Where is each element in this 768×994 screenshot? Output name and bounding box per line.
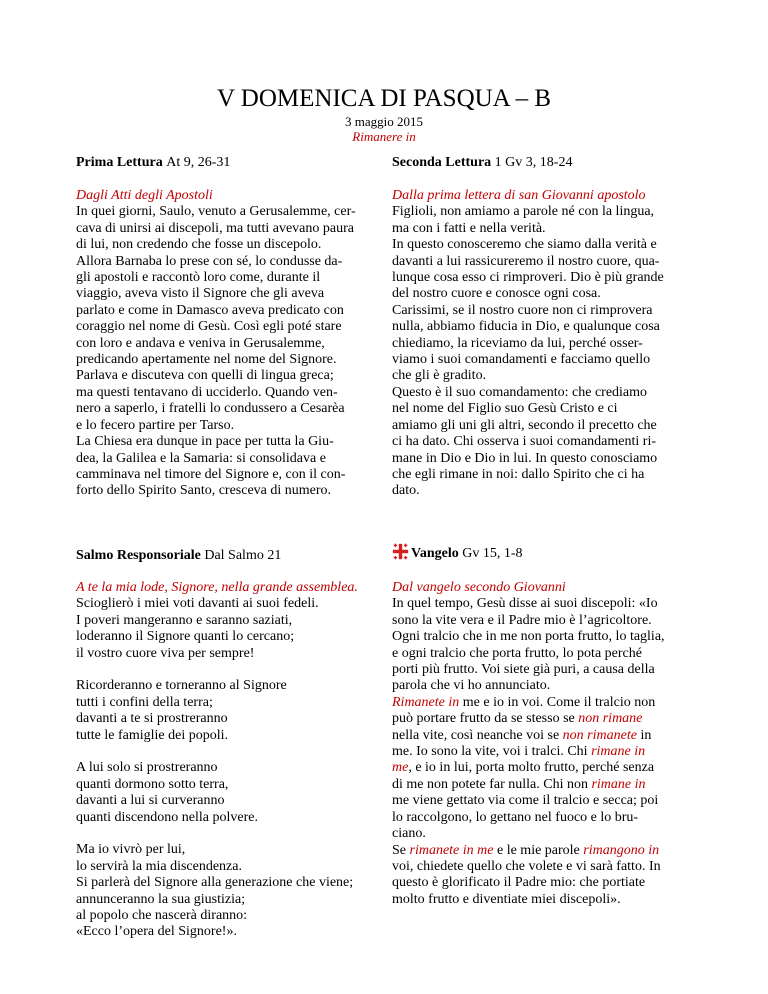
psalm-reference: Dal Salmo 21 — [204, 548, 282, 563]
text-line: di lui, non credendo che fosse un discepolo. — [76, 237, 322, 253]
text-line: con loro e andava e veniva in Gerusalemme, — [76, 335, 325, 351]
second-reading-reference: 1 Gv 3, 18-24 — [494, 155, 573, 170]
psalm-line: il vostro cuore viva per sempre! — [76, 645, 255, 661]
first-reading-heading — [76, 155, 376, 171]
first-reading — [76, 188, 376, 500]
emphasis: non rimanete — [562, 727, 637, 743]
text-line: forto dello Spirito Santo, cresceva di numero. — [76, 483, 332, 499]
emphasis: rimangono in — [583, 842, 660, 858]
text-span: nella vite, così neanche voi se — [392, 727, 563, 743]
text-line — [392, 744, 700, 760]
psalm-line: davanti a te si prostreranno — [76, 711, 228, 727]
text-line: Questo è il suo comandamento: che crediamo — [392, 384, 648, 400]
psalm-line: tutti i confini della terra; — [76, 694, 213, 710]
text-span: in — [636, 727, 652, 743]
jerusalem-cross-icon — [392, 543, 409, 560]
text-line: voi, chiedete quello che volete e vi sarà fatto. In — [392, 858, 661, 874]
psalm-heading — [76, 548, 376, 564]
first-reading-source: Dagli Atti degli Apostoli — [76, 188, 213, 203]
psalm-line: A lui solo si prostreranno — [76, 760, 218, 776]
psalm-line: davanti a lui si curveranno — [76, 793, 225, 809]
psalm-line: Si parlerà del Signore alla generazione che viene; — [76, 875, 354, 891]
emphasis: non rimane — [578, 711, 643, 727]
psalm-line: Ricorderanno e torneranno al Signore — [76, 678, 287, 694]
text-line: lunque cosa esso ci rimproveri. Dio è più grande — [392, 270, 664, 286]
text-line: Figlioli, non amiamo a parole né con la lingua, — [392, 204, 655, 220]
psalm-line: al popolo che nascerà diranno: — [76, 908, 248, 924]
first-reading-reference: At 9, 26-31 — [166, 155, 231, 170]
text-line: gli apostoli e raccontò loro come, durante il — [76, 270, 321, 286]
text-line: davanti a lui rassicureremo il nostro cuore, qua- — [392, 253, 660, 269]
text-line — [392, 843, 700, 859]
text-span: e le mie parole — [493, 842, 584, 858]
text-line: Ogni tralcio che in me non porta frutto, lo taglia, — [392, 629, 665, 645]
gospel-source: Dal vangelo secondo Giovanni — [392, 580, 566, 595]
text-line: Carissimi, se il nostro cuore non ci rimprovera — [392, 302, 653, 318]
text-line: che gli è gradito. — [392, 368, 487, 384]
text-line: del nostro cuore e conosce ogni cosa. — [392, 286, 601, 302]
text-line — [392, 695, 700, 711]
text-line: predicando apertamente nel nome del Signore. — [76, 352, 337, 368]
text-line: viamo i suoi comandamenti e facciamo quello — [392, 352, 651, 368]
text-line: In quel tempo, Gesù disse ai suoi discepoli: «Io — [392, 596, 658, 612]
text-line: e ogni tralcio che porta frutto, lo pota perché — [392, 645, 642, 661]
psalm-line: Ma io vivrò per lui, — [76, 842, 186, 858]
emphasis: me — [392, 760, 409, 776]
gospel-label: Vangelo — [411, 546, 459, 561]
text-line: La Chiesa era dunque in pace per tutta la Giu- — [76, 434, 334, 450]
header — [0, 84, 768, 144]
second-reading-heading — [392, 155, 700, 171]
text-line: viaggio, aveva visto il Signore che gli aveva — [76, 286, 325, 302]
text-line: dato. — [392, 483, 420, 499]
text-span: di me non potete far nulla. Chi non — [392, 776, 592, 792]
emphasis: rimanete in me — [409, 842, 494, 858]
second-reading-source: Dalla prima lettera di san Giovanni apostolo — [392, 188, 646, 203]
psalm — [76, 580, 396, 941]
psalm-refrain: A te la mia lode, Signore, nella grande assemblea. — [76, 580, 358, 595]
psalm-label: Salmo Responsoriale — [76, 548, 201, 563]
text-span: me e io in voi. Come il tralcio non — [459, 694, 656, 710]
text-span: Se — [392, 842, 410, 858]
date: 3 maggio 2015 — [345, 114, 423, 129]
text-line: coraggio nel nome di Gesù. Così egli poté stare — [76, 319, 342, 335]
psalm-line: quanti dormono sotto terra, — [76, 776, 229, 792]
text-line: molto frutto e diventiate miei discepoli». — [392, 891, 621, 907]
second-reading-label: Seconda Lettura — [392, 155, 492, 170]
text-line: nero a saperlo, i fratelli lo condussero a Cesarèa — [76, 401, 345, 417]
psalm-line: quanti discendono nella polvere. — [76, 809, 258, 825]
text-span: me. Io sono la vite, voi i tralci. Chi — [392, 744, 592, 760]
text-line: questo è glorificato il Padre mio: che portiate — [392, 875, 646, 891]
text-line: ma questi tentavano di ucciderlo. Quando ven- — [76, 384, 338, 400]
text-line: In quei giorni, Saulo, venuto a Gerusalemme, cer- — [76, 204, 356, 220]
text-line: parola che vi ho annunciato. — [392, 678, 551, 694]
text-span: , e io in lui, porta molto frutto, perché senza — [408, 760, 655, 776]
gospel — [392, 580, 700, 908]
text-line: lo raccolgono, lo gettano nel fuoco e lo bru- — [392, 809, 639, 825]
text-line: ciano. — [392, 826, 426, 842]
text-span: può portare frutto da se stesso se — [392, 711, 579, 727]
text-line: sono la vite vera e il Padre mio è l’agricoltore. — [392, 612, 652, 628]
text-line: porti più frutto. Voi siete già puri, a causa della — [392, 662, 655, 678]
text-line — [392, 760, 700, 776]
text-line: In questo conosceremo che siamo dalla verità e — [392, 237, 657, 253]
text-line — [392, 728, 700, 744]
text-line: che egli rimane in noi: dallo Spirito che ci ha — [392, 466, 645, 482]
text-line: parlato e come in Damasco aveva predicato con — [76, 302, 344, 318]
text-line: dea, la Galilea e la Samaria: si consolidava e — [76, 450, 326, 466]
emphasis: rimane in — [591, 776, 646, 792]
psalm-line: loderanno il Signore quanti lo cercano; — [76, 629, 295, 645]
text-line: me viene gettato via come il tralcio e secca; poi — [392, 793, 659, 809]
psalm-line: lo servirà la mia discendenza. — [76, 858, 242, 874]
text-line: nulla, abbiamo fiducia in Dio, e qualunque cosa — [392, 319, 660, 335]
psalm-line: I poveri mangeranno e saranno saziati, — [76, 612, 293, 628]
gospel-reference: Gv 15, 1-8 — [462, 546, 523, 561]
second-reading — [392, 188, 700, 500]
text-line: ci ha dato. Chi osserva i suoi comandamenti ri- — [392, 434, 656, 450]
emphasis: Rimanete in — [392, 694, 460, 710]
emphasis: rimane in — [591, 744, 646, 760]
text-line: nel nome del Figlio suo Gesù Cristo e ci — [392, 401, 618, 417]
text-line: e lo fecero partire per Tarso. — [76, 417, 235, 433]
psalm-line: «Ecco l’opera del Signore!». — [76, 924, 237, 940]
text-line — [392, 711, 700, 727]
text-line: Parlava e discuteva con quelli di lingua greca; — [76, 368, 334, 384]
psalm-line: annunceranno la sua giustizia; — [76, 891, 246, 907]
text-line — [392, 777, 700, 793]
psalm-line: tutte le famiglie dei popoli. — [76, 727, 229, 743]
text-line: cava di unirsi ai discepoli, ma tutti avevano paura — [76, 220, 354, 236]
subtitle: Rimanere in — [352, 129, 416, 144]
psalm-line: Scioglierò i miei voti davanti ai suoi fedeli. — [76, 596, 319, 612]
text-line: amiamo gli uni gli altri, secondo il precetto che — [392, 417, 657, 433]
gospel-heading — [392, 543, 700, 562]
first-reading-label: Prima Lettura — [76, 155, 163, 170]
text-line: ma con i fatti e nella verità. — [392, 220, 546, 236]
text-line: mane in Dio e Dio in lui. In questo conosciamo — [392, 450, 658, 466]
text-line: camminava nel timore del Signore e, con il con- — [76, 466, 346, 482]
text-line: Allora Barnaba lo prese con sé, lo condusse da- — [76, 253, 343, 269]
text-line: chiediamo, la riceviamo da lui, perché osser- — [392, 335, 643, 351]
page-title: V DOMENICA DI PASQUA – B — [216, 85, 552, 112]
